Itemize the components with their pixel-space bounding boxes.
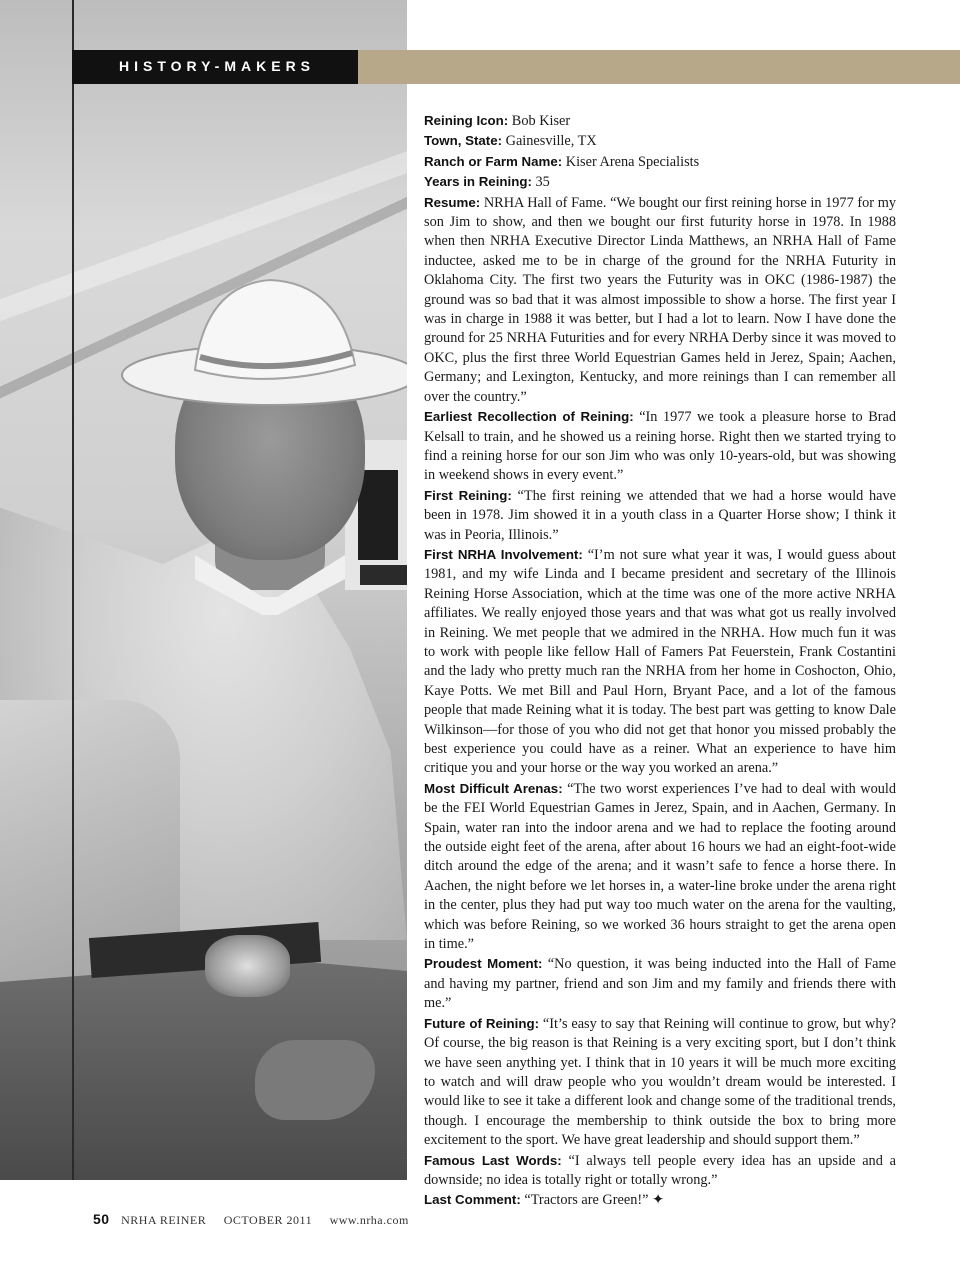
- field-label: Last Comment:: [424, 1192, 521, 1208]
- field-resume: [424, 193, 896, 407]
- field-text: NRHA Hall of Fame. “We bought our first reining horse in 1977 for my son Jim to show, and then we bought our first futurity horse in 1978. In 1988 when then NRHA Executive Director Linda Matthews, an NRHA Hall of Fame inductee, asked me to be in charge of the ground for the NRHA Futurity in Oklahoma City. The first two years the Futurity was in OKC (1986-1987) the ground was so bad that it was almost impossible to show a horse. The first year I was in charge in 1988 it was better, but I had a lot to learn. Now I have done the ground for 25 NRHA Futurities and for every NRHA Derby since it was moved to OKC, plus the first three World Equestrian Games held in Jerez, Spain; Aachen, Germany; and Lexington, Kentucky, and more reinings than I can remember all over the country.”: [424, 194, 896, 405]
- hand-shape: [255, 1040, 375, 1120]
- header-accent-bar: [358, 50, 960, 84]
- field-text: “It’s easy to say that Reining will continue to grow, but why? Of course, the big reason is that Reining is a very exciting sport, but I don’t think we have seen anything yet. I think that in 10 years it will be much more exciting to watch and will draw people who you wouldn’t dream would be interested. I would like to see it take a different look and change some of the traditional trends, though. I encourage the membership to think outside the box to bring more excitement to the sport. We have great leadership and should support them.”: [424, 1015, 896, 1149]
- field-first-reining: [424, 486, 896, 545]
- field-label: Town, State:: [424, 133, 503, 149]
- field-text: Gainesville, TX: [502, 133, 597, 150]
- page-number: 50: [93, 1211, 110, 1227]
- field-text: Kiser Arena Specialists: [562, 153, 700, 170]
- page-footer: [93, 1211, 409, 1228]
- field-most-difficult-arenas: [424, 779, 896, 955]
- photo-credit: BUCKY HARRIS: [399, 1089, 409, 1160]
- website-link[interactable]: www.nrha.com: [329, 1213, 409, 1227]
- field-future-of-reining: [424, 1014, 896, 1151]
- field-label: Resume:: [424, 194, 481, 210]
- field-text: “The two worst experiences I’ve had to deal with would be the FEI World Equestrian Games in Jerez, Spain, and in Aachen, Germany. In Spain, water ran into the indoor arena and we had to replace the footing around the outside eight feet of the arena, after about 16 hours we had an eight-foot-wide ditch around the edge of the arena; and it wasn’t safe to fence a horse there. In Aachen, the night before we let horses in, a water-line broke under the arena right in the center, plus they had put way too much water on the arena for the vaulting, which was before Reining, so we worked 36 hours straight to get the arena open in time.”: [424, 780, 896, 953]
- field-label: First Reining:: [424, 487, 512, 503]
- field-text: “No question, it was being inducted into the Hall of Fame and having my partner, friend and son Jim and my family and friends there with me.”: [424, 956, 896, 1012]
- field-label: Famous Last Words:: [424, 1152, 562, 1168]
- portrait-photo: [0, 0, 407, 1180]
- field-last-comment: [424, 1190, 896, 1210]
- header-left-rule: [72, 0, 74, 1180]
- field-earliest-recollection: [424, 407, 896, 486]
- field-reining-icon: [424, 111, 896, 131]
- field-town-state: [424, 131, 896, 151]
- cowboy-hat-icon: [120, 265, 407, 415]
- field-famous-last-words: [424, 1151, 896, 1191]
- field-label: Future of Reining:: [424, 1015, 540, 1031]
- field-label: Most Difficult Arenas:: [424, 780, 563, 796]
- field-label: First NRHA Involvement:: [424, 546, 583, 562]
- publication-name: NRHA REINER: [121, 1213, 207, 1227]
- trailer-strip: [360, 565, 407, 585]
- belt-buckle: [205, 935, 290, 997]
- field-ranch-name: [424, 152, 896, 172]
- field-label: Proudest Moment:: [424, 956, 543, 972]
- field-text: 35: [531, 174, 550, 191]
- field-text: “I’m not sure what year it was, I would guess about 1981, and my wife Linda and I became president and secretary of the Illinois Reining Horse Association, which at the time was one of the more active NRHA affiliates. We really enjoyed those years and that was what got us really involved in Reining. We met people that we admired in the NRHA. How much fun it was to work with people like fellow Hall of Famers Pat Feuerstein, Frank Costantini and the lady who pretty much ran the NRHA from her home in Coshocton, Ohio, Kaye Potts. We met Bill and Paul Horn, Bryant Pace, and a lot of the famous people that made Reining what it is today. The best part was getting to know Dale Wilkinson—for those of you who did not get that honor you missed probably the best experience you could have as a reiner. What an experience to have him critique you and your horse or the way you worked an arena.”: [424, 546, 896, 777]
- field-text: “The first reining we attended that we had a horse would have been in 1978. Jim showed it in a youth class in a Quarter Horse show; I think it was in Peoria, Illinois.”: [424, 487, 896, 543]
- field-text: “I always tell people every idea has an upside and a downside; no idea is totally right or totally wrong.”: [424, 1152, 896, 1188]
- field-label: Earliest Recollection of Reining:: [424, 409, 634, 425]
- field-label: Reining Icon:: [424, 113, 509, 128]
- issue-date: OCTOBER 2011: [223, 1213, 313, 1227]
- article-body: [424, 111, 896, 1211]
- trailer-logo-letter: [358, 470, 398, 560]
- field-text: “Tractors are Green!” ✦: [520, 1192, 665, 1209]
- field-proudest-moment: [424, 954, 896, 1013]
- field-years-in-reining: [424, 172, 896, 192]
- field-text: Bob Kiser: [508, 113, 571, 129]
- field-label: Ranch or Farm Name:: [424, 153, 563, 169]
- field-first-nrha-involvement: [424, 545, 896, 779]
- field-text: “In 1977 we took a pleasure horse to Brad Kelsall to train, and he showed us a reining horse. Right then we started trying to find a reining horse for our son Jim who was only 10-years-old, but was showing in weekend shows in every event.”: [424, 409, 896, 484]
- field-label: Years in Reining:: [424, 174, 532, 190]
- section-header-label: HISTORY-MAKERS: [119, 58, 316, 74]
